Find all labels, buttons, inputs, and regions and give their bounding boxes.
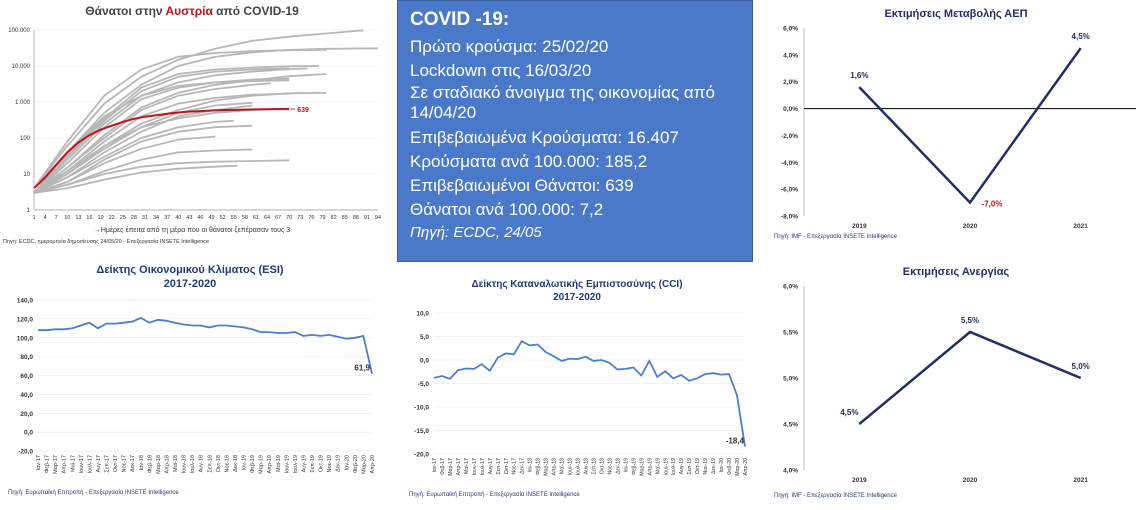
gdp-chart-title: Εκτιμήσεις Μεταβολής ΑΕΠ [884, 8, 1028, 20]
austria-x-tick-label: 49 [208, 215, 215, 221]
esi-x-tick-label: Μαϊ-19 [275, 455, 282, 472]
esi-x-tick-label: Ιουλ-18 [190, 455, 197, 474]
cci-x-tick-label: Αυγ-19 [679, 458, 686, 475]
info-line-confirmed-deaths: Επιβεβαιωμένοι Θάνατοι: 639 [410, 176, 634, 195]
unemp-y-tick-label: 5,0% [783, 375, 798, 383]
cci-title-line2: 2017-2020 [553, 292, 601, 303]
cci-x-tick-label: Ιαν-17 [432, 458, 438, 473]
gdp-y-tick-label: 2,0% [783, 79, 798, 87]
esi-x-tick-label: Μαρ-18 [155, 455, 162, 474]
info-line-cases-per-100k: Κρούσματα ανά 100.000: 185,2 [410, 152, 648, 171]
cci-x-tick-label: Ιουλ-18 [575, 458, 582, 476]
gdp-y-tick-label: 0,0% [783, 106, 798, 114]
esi-x-tick-label: Αυγ-19 [301, 455, 308, 473]
unemp-y-tick-label: 4,5% [783, 421, 798, 429]
esi-x-tick-label: Απρ-20 [370, 455, 376, 474]
esi-x-tick-label: Ιαν-19 [241, 455, 248, 471]
esi-end-label: 61,9 [354, 363, 370, 373]
cci-y-tick-label: 0,0 [419, 357, 429, 365]
unemployment-panel [766, 258, 1144, 505]
cci-y-tick-label: 10,0 [416, 310, 429, 318]
unemp-series-line [859, 332, 1080, 424]
esi-x-tick-label: Μαϊ-17 [70, 455, 77, 472]
esi-x-tick-label: Ιουν-17 [78, 455, 85, 474]
esi-y-tick-label: 120,0 [16, 316, 33, 324]
cci-source: Πηγή: Ευρωπαϊκή Επιτροπή - Επεξεργασία INSETE Intelligence [409, 492, 580, 498]
esi-x-tick-label: Μαϊ-18 [173, 455, 179, 472]
gdp-data-label: -7,0% [981, 199, 1003, 209]
esi-x-tick-label: Οκτ-19 [318, 455, 325, 473]
cci-x-tick-label: Δεκ-17 [519, 458, 526, 474]
esi-x-tick-label: Σεπ-18 [207, 455, 214, 473]
austria-y-tick-label: 10.000 [11, 64, 30, 70]
esi-x-tick-label: Μαρ-20 [361, 455, 368, 474]
gdp-data-label: 4,5% [1071, 32, 1090, 42]
cci-x-tick-label: Νοε-19 [703, 458, 710, 475]
austria-x-tick-label: 88 [352, 215, 359, 221]
unemployment-source: Πηγή: IMF - Επεξεργασία INSETE Intelligence [774, 493, 897, 499]
cci-x-tick-label: Αυγ-18 [583, 458, 590, 475]
austria-source: Πηγή: ECDC, ημερομηνία δημοσίευσης 24/05/20 - Επεξεργασία INSETE Intelligence [3, 239, 210, 245]
cci-x-tick-label: Νοε-17 [511, 458, 518, 475]
esi-x-tick-label: Ιουλ-19 [292, 455, 299, 474]
cci-x-tick-label: Φεβ-19 [631, 458, 638, 475]
cci-x-tick-label: Φεβ-20 [727, 458, 734, 475]
cci-x-tick-label: Μαϊ-18 [559, 458, 566, 474]
cci-x-tick-label: Μαρ-17 [447, 458, 454, 476]
esi-x-tick-label: Ιαν-20 [344, 455, 351, 471]
austria-y-tick-label: 10 [23, 172, 30, 178]
austria-x-tick-label: 10 [64, 215, 71, 221]
austria-x-tick-label: 73 [297, 215, 304, 221]
cci-x-tick-label: Ιουλ-19 [671, 458, 678, 476]
esi-x-tick-label: Δεκ-18 [233, 455, 239, 472]
esi-x-tick-label: Νοε-17 [121, 455, 128, 473]
cci-x-tick-label: Μαρ-20 [735, 458, 741, 476]
info-line-first-case: Πρώτο κρούσμα: 25/02/20 [410, 37, 609, 56]
esi-x-tick-label: Ιαν-18 [138, 455, 145, 471]
cci-x-tick-label: Ιουν-17 [471, 458, 478, 476]
info-line-lockdown: Lockdown στις 16/03/20 [410, 61, 592, 80]
esi-y-tick-label: 60,0 [20, 373, 33, 380]
cci-x-tick-label: Ιαν-18 [527, 458, 534, 473]
cci-x-tick-label: Σεπ-17 [495, 458, 502, 475]
esi-title-line1: Δείκτης Οικονομικού Κλίματος (ESI) [96, 264, 284, 276]
unemp-data-label: 4,5% [840, 408, 859, 417]
unemp-x-tick-label: 2021 [1073, 477, 1088, 484]
gdp-source: Πηγή: IMF - Επεξεργασία INSETE Intelligence [774, 234, 897, 240]
gdp-y-tick-label: -6,0% [781, 186, 798, 194]
esi-x-tick-label: Νοε-19 [327, 455, 334, 473]
cci-x-tick-label: Μαϊ-19 [655, 458, 662, 474]
cci-x-tick-label: Νοε-18 [607, 458, 614, 475]
austria-x-tick-label: 43 [186, 215, 193, 221]
austria-y-tick-label: 1.000 [14, 100, 30, 106]
austria-x-tick-label: 61 [252, 215, 259, 221]
austria-x-tick-label: 34 [153, 215, 160, 221]
austria-x-tick-label: 25 [119, 215, 126, 221]
cci-x-tick-label: Ιαν-19 [623, 458, 630, 473]
esi-x-tick-label: Μαρ-19 [258, 455, 265, 474]
cci-x-tick-label: Απρ-20 [743, 458, 749, 476]
cci-y-tick-label: -10,0 [414, 404, 429, 412]
austria-x-tick-label: 58 [241, 215, 248, 221]
cci-y-tick-label: -20,0 [414, 451, 429, 459]
esi-x-tick-label: Δεκ-17 [130, 455, 137, 472]
austria-y-tick-label: 100.000 [8, 28, 30, 34]
cci-x-tick-label: Σεπ-19 [687, 458, 694, 475]
cci-chart [397, 271, 753, 505]
cci-end-label: -18,4 [725, 436, 744, 446]
esi-x-tick-label: Απρ-18 [164, 455, 171, 474]
esi-x-tick-label: Ιουν-18 [181, 455, 188, 474]
cci-x-tick-label: Ιουν-18 [567, 458, 574, 476]
esi-y-tick-label: 0,0 [23, 429, 33, 437]
cci-x-tick-label: Ιαν-20 [719, 458, 726, 473]
esi-x-tick-label: Αυγ-18 [198, 455, 205, 473]
austria-x-tick-label: 82 [330, 215, 337, 221]
austria-y-tick-label: 100 [19, 136, 30, 142]
cci-x-tick-label: Φεβ-18 [535, 458, 542, 475]
cci-x-tick-label: Μαϊ-17 [463, 458, 470, 474]
unemp-x-tick-label: 2019 [852, 477, 867, 484]
austria-x-tick-label: 85 [341, 215, 348, 221]
esi-y-tick-label: -20,0 [18, 448, 33, 456]
gdp-chart [766, 0, 1144, 245]
austria-x-tick-label: 31 [141, 215, 149, 221]
esi-x-tick-label: Φεβ-17 [44, 455, 51, 473]
esi-x-tick-label: Αυγ-17 [95, 455, 102, 473]
esi-x-tick-label: Οκτ-18 [215, 455, 222, 473]
unemp-y-tick-label: 4,0% [783, 467, 798, 475]
austria-end-label: 639 [297, 107, 309, 115]
esi-title-line2: 2017-2020 [163, 278, 217, 290]
gdp-y-tick-label: 4,0% [783, 52, 798, 60]
info-title: COVID -19: [410, 9, 510, 30]
gdp-data-label: 1,6% [850, 71, 869, 81]
esi-x-tick-label: Ιαν-17 [36, 455, 42, 471]
cci-x-tick-label: Οκτ-18 [599, 458, 606, 475]
covid-info-panel [397, 0, 753, 262]
unemp-data-label: 5,0% [1071, 362, 1090, 371]
unemp-y-tick-label: 5,5% [783, 329, 798, 337]
cci-x-tick-label: Δεκ-18 [615, 458, 622, 474]
cci-x-tick-label: Απρ-19 [647, 458, 654, 476]
cci-y-tick-label: -15,0 [414, 428, 429, 435]
cci-x-tick-label: Μαρ-18 [543, 458, 550, 476]
esi-panel [0, 256, 385, 505]
austria-x-tick-label: 19 [97, 215, 104, 221]
austria-x-tick-label: 52 [219, 215, 226, 221]
gdp-y-tick-label: 6,0% [783, 25, 798, 33]
esi-y-tick-label: 100,0 [16, 335, 33, 343]
gdp-x-tick-label: 2021 [1073, 223, 1088, 230]
esi-x-tick-label: Απρ-17 [61, 455, 68, 474]
austria-x-tick-label: 7 [54, 215, 58, 221]
esi-x-tick-label: Φεβ-19 [250, 455, 257, 473]
cci-x-tick-label: Απρ-17 [455, 458, 462, 476]
esi-series-line [38, 318, 372, 374]
info-line-reopening: Σε σταδιακό άνοιγμα της οικονομίας από 14/04/20 [410, 83, 715, 122]
austria-chart-title: Θάνατοι στην Αυστρία από COVID-19 [85, 4, 299, 18]
esi-x-tick-label: Νοε-18 [224, 455, 231, 473]
unemp-y-tick-label: 6,0% [783, 283, 798, 291]
austria-x-tick-label: 91 [363, 215, 370, 221]
esi-x-tick-label: Οκτ-17 [113, 455, 120, 473]
unemp-x-tick-label: 2020 [962, 477, 978, 484]
esi-chart [0, 256, 385, 505]
esi-x-tick-label: Σεπ-17 [104, 455, 111, 473]
austria-x-tick-label: 67 [275, 215, 282, 221]
gdp-series-line [859, 48, 1080, 203]
cci-x-tick-label: Οκτ-17 [503, 458, 510, 475]
austria-x-tick-label: 70 [286, 215, 293, 221]
cci-x-tick-label: Ιουν-19 [663, 458, 670, 476]
esi-x-tick-label: Απρ-19 [267, 455, 274, 474]
unemp-data-label: 5,5% [960, 316, 980, 325]
austria-x-axis-label: →Ημέρες έπειτα από τη μέρα που οι θάνατοι ξεπέρασαν τους 3 [93, 227, 291, 234]
esi-x-tick-label: Δεκ-19 [335, 455, 342, 472]
austria-x-tick-label: 4 [43, 215, 47, 221]
austria-y-tick-label: 1 [26, 208, 30, 214]
cci-x-tick-label: Ιουλ-17 [479, 458, 486, 476]
esi-x-tick-label: Ιουν-19 [284, 455, 291, 474]
cci-panel [397, 271, 753, 505]
cci-title-line1: Δείκτης Καταναλωτικής Εμπιστοσύνης (CCI) [471, 279, 683, 290]
austria-x-tick-label: 76 [308, 215, 315, 221]
esi-y-tick-label: 140,0 [16, 297, 33, 305]
cci-x-tick-label: Αυγ-17 [487, 458, 494, 475]
cci-y-tick-label: -5,0 [417, 381, 429, 388]
austria-x-tick-label: 22 [108, 215, 115, 221]
austria-x-tick-label: 40 [175, 215, 182, 221]
austria-x-tick-label: 55 [230, 215, 237, 221]
austria-title-highlight: Αυστρία [165, 4, 213, 18]
esi-x-tick-label: Ιουλ-17 [87, 455, 94, 474]
esi-x-tick-label: Φεβ-20 [352, 455, 359, 473]
gdp-panel [766, 0, 1144, 245]
info-source: Πηγή: ECDC, 24/05 [410, 224, 542, 241]
info-line-deaths-per-100k: Θάνατοι ανά 100.000: 7,2 [410, 200, 604, 219]
austria-deaths-chart [0, 0, 385, 250]
esi-x-tick-label: Σεπ-19 [310, 455, 317, 473]
gdp-y-tick-label: -2,0% [781, 132, 798, 140]
esi-source: Πηγή: Ευρωπαϊκή Επιτροπή - Επεξεργασία INSETE Intelligence [8, 490, 179, 496]
austria-x-tick-label: 13 [75, 215, 82, 221]
austria-deaths-panel [0, 0, 385, 250]
cci-x-tick-label: Σεπ-18 [591, 458, 598, 475]
gdp-x-tick-label: 2019 [852, 223, 867, 230]
esi-x-tick-label: Μαρ-17 [53, 455, 60, 474]
austria-x-tick-label: 64 [263, 215, 271, 221]
gdp-y-tick-label: -4,0% [781, 159, 798, 167]
cci-x-tick-label: Απρ-18 [551, 458, 558, 476]
esi-y-tick-label: 20,0 [20, 410, 33, 418]
esi-y-tick-label: 80,0 [20, 354, 33, 362]
cci-x-tick-label: Οκτ-19 [695, 458, 702, 475]
austria-x-tick-label: 37 [164, 215, 171, 221]
austria-x-tick-label: 46 [197, 215, 204, 221]
austria-x-tick-label: 16 [86, 215, 93, 221]
info-line-confirmed-cases: Επιβεβαιωμένα Κρούσματα: 16.407 [410, 128, 679, 147]
austria-x-tick-label: 79 [319, 215, 326, 221]
cci-y-tick-label: 5,0 [419, 334, 429, 341]
unemployment-chart [766, 258, 1144, 505]
esi-y-tick-label: 40,0 [20, 391, 33, 399]
austria-x-tick-label: 28 [130, 215, 137, 221]
esi-x-tick-label: Φεβ-18 [147, 455, 154, 473]
cci-x-tick-label: Φεβ-17 [440, 458, 446, 475]
cci-x-tick-label: Δεκ-19 [711, 458, 718, 474]
unemployment-chart-title: Εκτιμήσεις Ανεργίας [902, 266, 1010, 278]
cci-x-tick-label: Μαρ-19 [639, 458, 646, 476]
gdp-x-tick-label: 2020 [962, 223, 978, 230]
austria-x-tick-label: 1 [32, 215, 36, 221]
gdp-y-tick-label: -8,0% [781, 213, 798, 221]
austria-x-tick-label: 94 [374, 215, 382, 221]
